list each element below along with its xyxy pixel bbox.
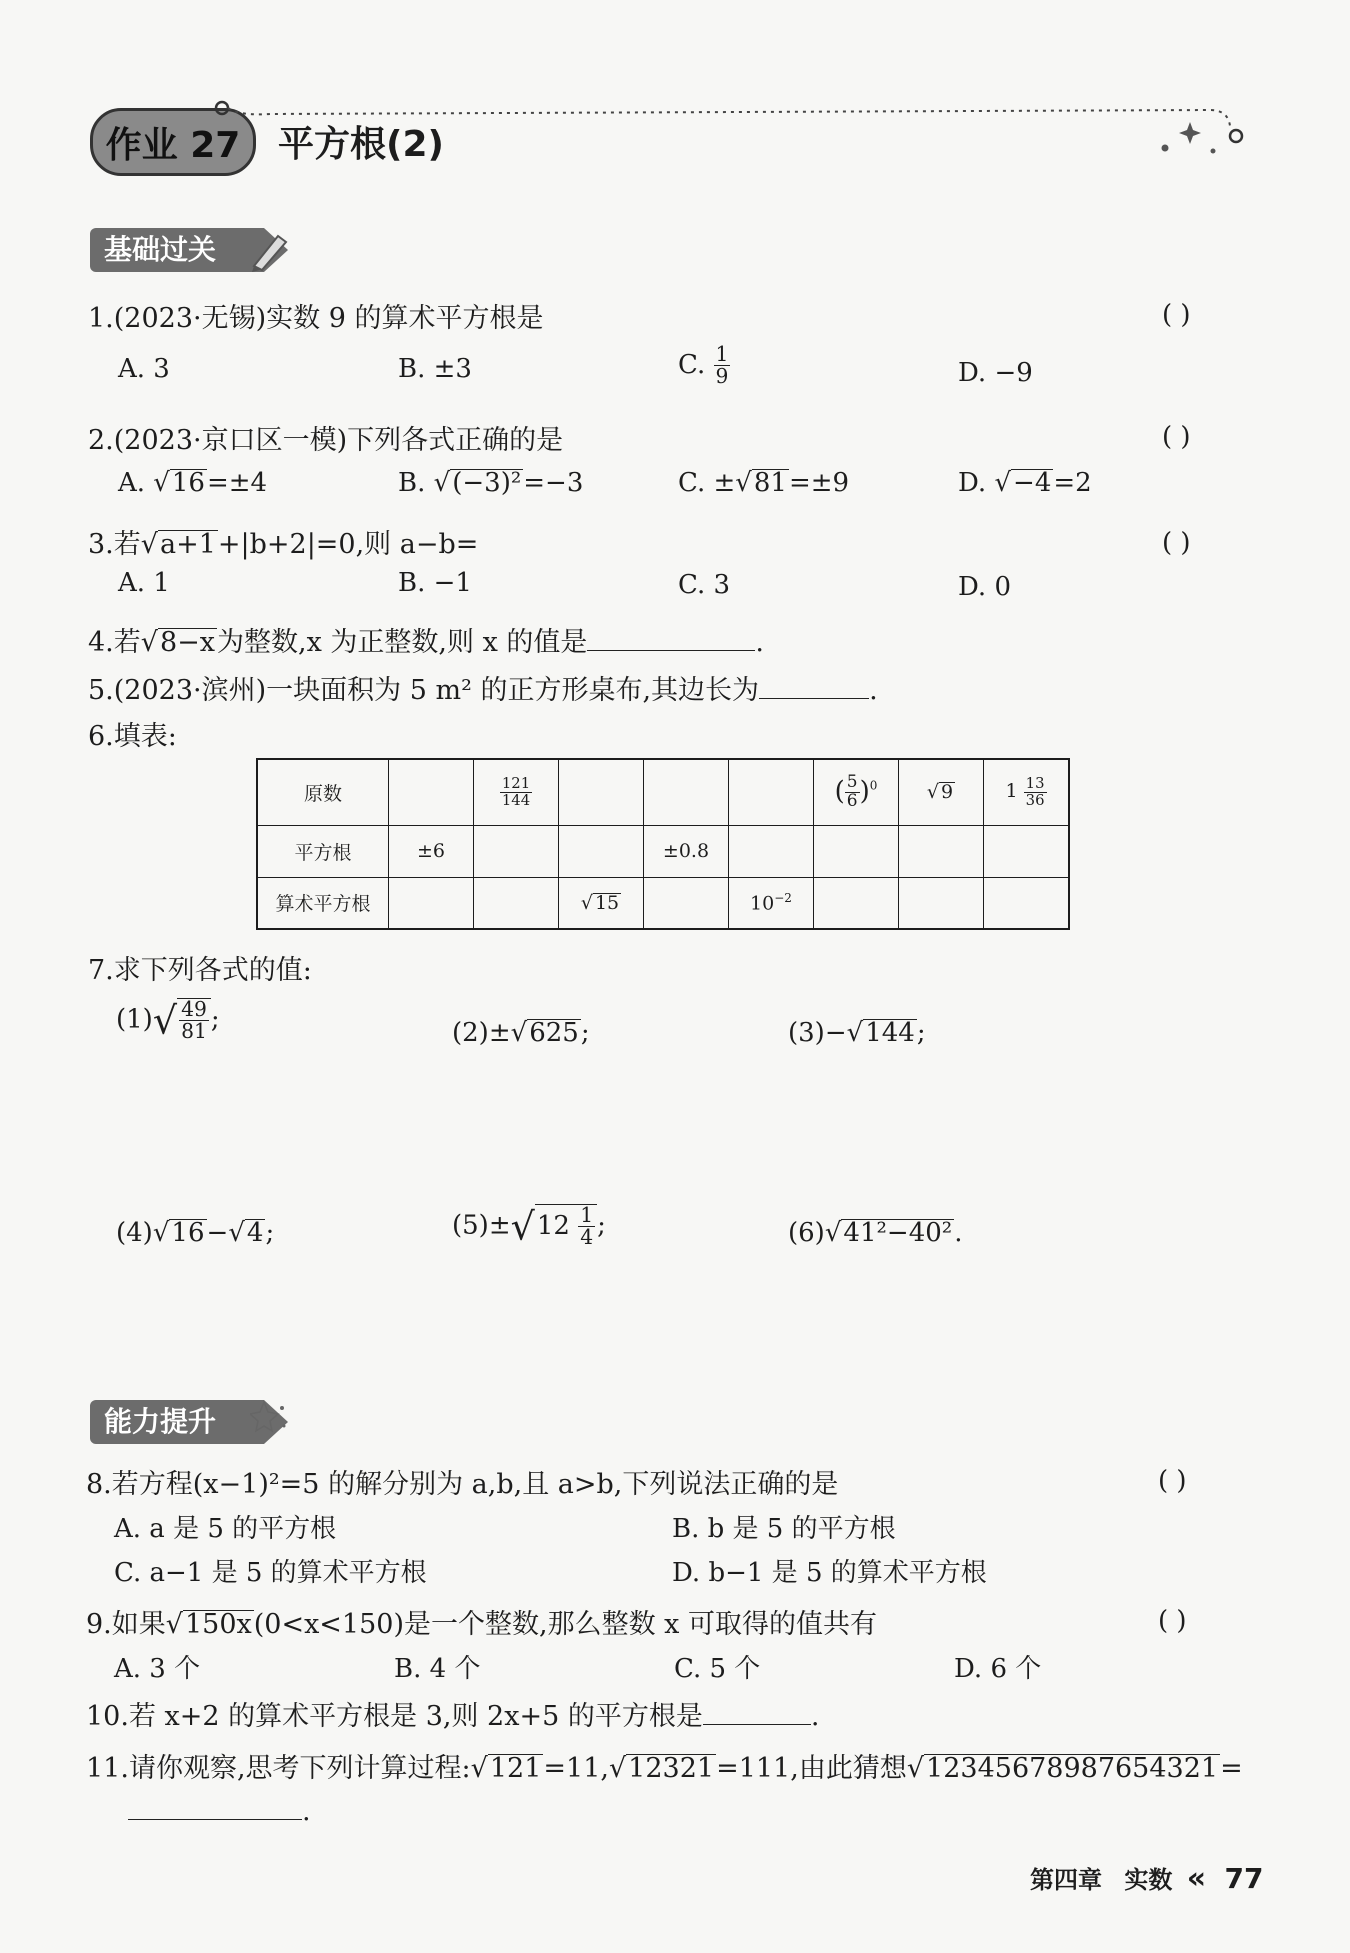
q1-option-c-label: C. [678, 349, 706, 380]
question-9: 9.如果√150x(0<x<150)是一个整数,那么整数 x 可取得的值共有 [86, 1609, 877, 1640]
q9-option-c: C. 5 个 [674, 1654, 761, 1684]
frac-num: 5 [846, 771, 858, 792]
q2-d-rest: =2 [1053, 468, 1092, 498]
table-cell[interactable] [729, 759, 814, 825]
q9-option-d: D. 6 个 [954, 1654, 1042, 1684]
radicand: 81 [753, 468, 787, 498]
radicand: 16 [171, 468, 205, 498]
q10-text: 10.若 x+2 的算术平方根是 3,则 2x+5 的平方根是 [86, 1701, 703, 1732]
answer-blank[interactable] [587, 649, 755, 651]
frac-den: 81 [181, 1019, 207, 1044]
q7-part-1: (1)√ $\frac{49}{81}$ ; [116, 997, 220, 1044]
q8-option-b: B. b 是 5 的平方根 [672, 1514, 896, 1544]
question-8: 8.若方程(x−1)²=5 的解分别为 a,b,且 a>b,下列说法正确的是 [86, 1469, 839, 1500]
q7-part-2: (2)±√625; [452, 1018, 590, 1048]
question-2: 2.(2023·京口区一模)下列各式正确的是 [88, 425, 564, 456]
q1-option-d: D. −9 [958, 358, 1033, 388]
q4-pre: 4.若 [88, 627, 141, 658]
radicand: −4 [1013, 468, 1052, 498]
table-cell: ±0.8 [644, 825, 729, 877]
sparkle-icon [1179, 122, 1201, 144]
header-dotted-decoration [210, 96, 1260, 166]
q8-option-c: C. a−1 是 5 的算术平方根 [114, 1558, 427, 1588]
q11-answer-line [128, 1796, 311, 1827]
q3-option-c: C. 3 [678, 570, 731, 600]
q7-part-5: (5)±√12 $\frac{1}{4}$ ; [452, 1203, 606, 1250]
frac-den: 144 [501, 791, 531, 809]
radicand: 121 [489, 1753, 542, 1784]
radicand: 625 [529, 1018, 579, 1048]
table-cell: ±6 [389, 825, 474, 877]
q2-b-rest: =−3 [523, 468, 584, 498]
answer-blank[interactable] [703, 1723, 811, 1725]
q9-pre: 9.如果 [86, 1609, 166, 1640]
radicand: 12345678987654321 [926, 1753, 1219, 1784]
radicand: (−3)² [452, 468, 522, 498]
frac-den: 36 [1025, 791, 1045, 809]
frac-den: 9 [715, 364, 729, 389]
part-label: (2)± [452, 1018, 511, 1048]
q2-c-rest: =±9 [788, 468, 850, 498]
answer-paren-2: ( ) [1162, 422, 1191, 452]
table-cell[interactable] [984, 825, 1070, 877]
table-cell [474, 759, 559, 825]
question-4: 4.若√8−x为整数,x 为正整数,则 x 的值是 . [88, 627, 764, 658]
frac-den: 4 [580, 1225, 594, 1250]
table-cell[interactable] [644, 877, 729, 929]
footer [1030, 1860, 1263, 1896]
section-basic-heading [90, 228, 264, 272]
table-cell[interactable] [474, 825, 559, 877]
q2-option-c: C. ±√81=±9 [678, 468, 850, 498]
question-5 [88, 668, 878, 707]
part-label: (6) [788, 1218, 825, 1248]
radicand: 8−x [159, 627, 216, 658]
question-11: 11.请你观察,思考下列计算过程:√121=11,√12321=111,由此猜想√12345678987654321= [86, 1753, 1243, 1784]
table-cell: √ 15 [559, 877, 644, 929]
q8-option-a: A. a 是 5 的平方根 [114, 1514, 337, 1544]
q2-c-label: C. ± [678, 468, 736, 498]
radicand: 144 [865, 1018, 915, 1048]
exponent: −2 [774, 891, 792, 906]
part-end: ; [265, 1218, 275, 1248]
answer-blank[interactable] [759, 697, 869, 699]
radicand: 9 [941, 781, 954, 804]
q2-option-a: A. √16=±4 [118, 468, 268, 498]
fraction [500, 776, 532, 808]
fill-in-table [256, 758, 1070, 930]
table-cell[interactable] [814, 825, 899, 877]
frac-num: 121 [501, 775, 531, 793]
dot-ring-right [1230, 130, 1242, 142]
section-advanced-heading [90, 1400, 264, 1444]
q3-pre: 3.若 [88, 529, 141, 560]
table-cell[interactable] [644, 759, 729, 825]
frac-num: 1 [715, 342, 729, 366]
table-cell[interactable] [559, 825, 644, 877]
radicand: 4 [246, 1218, 264, 1248]
row-label: 原数 [257, 759, 389, 825]
q8-option-d: D. b−1 是 5 的算术平方根 [672, 1558, 987, 1588]
radicand [535, 1204, 597, 1249]
row-label: 平方根 [257, 825, 389, 877]
answer-paren-3: ( ) [1162, 528, 1191, 558]
q11-eq1: =11, [543, 1753, 609, 1784]
radicand: 16 [171, 1218, 205, 1248]
q9-option-a: A. 3 个 [114, 1654, 201, 1684]
q3-rest: +|b+2|=0,则 a−b= [217, 529, 479, 560]
section-advanced-label: 能力提升 [104, 1405, 217, 1438]
operator: − [206, 1218, 229, 1248]
q2-b-label: B. [398, 468, 426, 498]
page-number: 77 [1224, 1862, 1264, 1895]
radicand: 15 [594, 891, 620, 914]
question-7: 7.求下列各式的值: [88, 955, 312, 986]
radicand: 41²−40² [843, 1218, 953, 1248]
fraction [1024, 776, 1047, 808]
part-label: (5)± [452, 1210, 511, 1241]
q11-end: . [302, 1796, 311, 1827]
mixed-whole: 12 [536, 1210, 570, 1241]
q7-part-4: (4)√16−√4; [116, 1218, 275, 1248]
q2-a-rest: =±4 [206, 468, 268, 498]
part-end: ; [210, 1004, 220, 1035]
star-sparkle-icon [250, 1396, 290, 1440]
table-cell [729, 877, 814, 929]
question-6: 6.填表: [88, 721, 177, 752]
table-cell: ( $\frac{5}{6}$ )$^0$ [814, 759, 899, 825]
table-cell: √ 9 [899, 759, 984, 825]
part-end: . [954, 1218, 963, 1248]
question-3: 3.若√a+1+|b+2|=0,则 a−b= [88, 529, 479, 560]
question-1: 1.(2023·无锡)实数 9 的算术平方根是 [88, 303, 544, 334]
section-basic-label: 基础过关 [104, 233, 217, 266]
answer-paren-1: ( ) [1162, 300, 1191, 330]
table-cell[interactable] [899, 825, 984, 877]
page-title: 平方根(2) [278, 124, 444, 165]
q4-end: . [755, 627, 764, 658]
q10-end: . [810, 1701, 820, 1732]
fraction [179, 999, 209, 1043]
q9-rest: (0<x<150)是一个整数,那么整数 x 可取得的值共有 [253, 1609, 877, 1640]
q7-part-6: (6)√41²−40². [788, 1218, 963, 1248]
q3-option-d: D. 0 [958, 572, 1011, 602]
assignment-number: 作业 27 [105, 125, 241, 166]
answer-paren-8: ( ) [1158, 1466, 1187, 1496]
fraction [845, 771, 860, 811]
fraction [578, 1205, 595, 1249]
power-base: 10 [750, 892, 775, 915]
q11-eq2: =111,由此猜想 [716, 1753, 907, 1784]
table-cell[interactable] [984, 877, 1070, 929]
part-end: ; [580, 1018, 590, 1048]
part-label: (3)− [788, 1018, 847, 1048]
pencil-icon [248, 228, 292, 272]
fraction [714, 344, 731, 388]
part-end: ; [597, 1210, 606, 1241]
q1-option-c [678, 344, 730, 388]
q3-option-b: B. −1 [398, 568, 472, 598]
q2-d-label: D. [958, 468, 987, 498]
table-cell[interactable] [389, 759, 474, 825]
q9-option-b: B. 4 个 [394, 1654, 481, 1684]
frac-den: 6 [846, 790, 858, 811]
table-cell[interactable] [389, 877, 474, 929]
frac-num: 13 [1025, 775, 1045, 793]
table-cell[interactable] [729, 825, 814, 877]
radicand [177, 998, 211, 1043]
answer-paren-9: ( ) [1158, 1606, 1187, 1636]
frac-num: 49 [181, 997, 207, 1021]
radicand: 12321 [628, 1753, 715, 1784]
table-cell [984, 759, 1070, 825]
chapter-label: 第四章 [1030, 1866, 1102, 1894]
table-cell[interactable] [814, 877, 899, 929]
q1-option-b: B. ±3 [398, 354, 472, 384]
double-chevron-icon: « [1186, 1861, 1207, 1896]
dot-ring-left [216, 102, 228, 114]
q11-eq3: = [1220, 1753, 1243, 1784]
part-label: (4) [116, 1218, 153, 1248]
part-end: ; [916, 1018, 926, 1048]
q3-option-a: A. 1 [118, 568, 170, 598]
radicand: a+1 [159, 529, 216, 560]
frac-num: 1 [580, 1203, 594, 1227]
part-label: (1) [116, 1004, 153, 1035]
q7-part-3: (3)−√144; [788, 1018, 926, 1048]
q1-option-a: A. 3 [118, 354, 170, 384]
radicand: 150x [184, 1609, 252, 1640]
question-10 [86, 1694, 819, 1733]
chapter-name: 实数 [1124, 1866, 1173, 1894]
mixed-whole: 1 [1005, 780, 1018, 803]
q2-option-b: B. √(−3)²=−3 [398, 468, 584, 498]
table-cell[interactable] [559, 759, 644, 825]
table-cell[interactable] [899, 877, 984, 929]
q2-option-d: D. √−4=2 [958, 468, 1092, 498]
q5-end: . [869, 675, 878, 706]
table-cell[interactable] [474, 877, 559, 929]
q11-pre: 11.请你观察,思考下列计算过程: [86, 1753, 471, 1784]
exponent: 0 [869, 778, 878, 793]
q2-a-label: A. [118, 468, 146, 498]
answer-blank[interactable] [128, 1818, 302, 1820]
q4-rest: 为整数,x 为正整数,则 x 的值是 [217, 627, 588, 658]
q5-text: 5.(2023·滨州)一块面积为 5 m² 的正方形桌布,其边长为 [88, 675, 760, 706]
row-label: 算术平方根 [257, 877, 389, 929]
